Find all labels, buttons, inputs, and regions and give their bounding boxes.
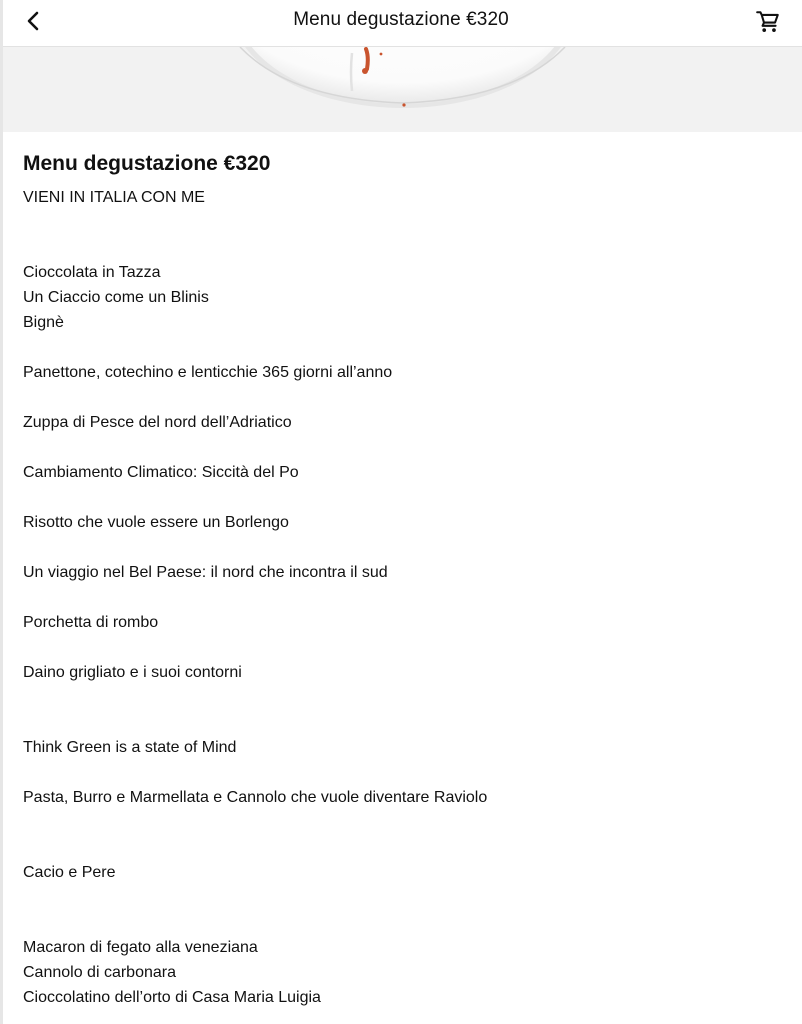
- course-item: Cacio e Pere: [23, 864, 116, 881]
- course-item: Pasta, Burro e Marmellata e Cannolo che vuole diventare Raviolo: [23, 789, 488, 806]
- spacer: [23, 635, 783, 660]
- course-item: Daino grigliato e i suoi contorni: [23, 664, 242, 681]
- spacer: [23, 710, 783, 735]
- plate-illustration: [0, 47, 802, 132]
- spacer: [23, 535, 783, 560]
- course-item: Zuppa di Pesce del nord dell’Adriatico: [23, 414, 292, 431]
- course-item: Cioccolatino dell’orto di Casa Maria Luigia: [23, 989, 321, 1006]
- course-item: Cioccolata in Tazza: [23, 264, 161, 281]
- cart-button[interactable]: [754, 8, 782, 36]
- course-item: Porchetta di rombo: [23, 614, 159, 631]
- app-bar-title: Menu degustazione €320: [293, 9, 509, 30]
- spacer: [23, 685, 783, 710]
- spacer: [23, 485, 783, 510]
- course-list: [23, 260, 783, 1010]
- shopping-cart-icon: [755, 9, 781, 35]
- spacer: [23, 385, 783, 410]
- spacer: [23, 435, 783, 460]
- spacer: [23, 835, 783, 860]
- spacer: [23, 760, 783, 785]
- spacer: [23, 335, 783, 360]
- course-item: Panettone, cotechino e lenticchie 365 giorni all’anno: [23, 364, 393, 381]
- menu-title: Menu degustazione €320: [23, 152, 271, 175]
- course-item: Un viaggio nel Bel Paese: il nord che incontra il sud: [23, 564, 388, 581]
- course-item: Cannolo di carbonara: [23, 964, 176, 981]
- course-item: Bignè: [23, 314, 64, 331]
- spacer: [23, 585, 783, 610]
- spacer: [23, 910, 783, 935]
- spacer: [23, 810, 783, 835]
- course-item: Cambiamento Climatico: Siccità del Po: [23, 464, 299, 481]
- spacer: [23, 885, 783, 910]
- window-edge: [0, 0, 3, 1024]
- course-item: Risotto che vuole essere un Borlengo: [23, 514, 289, 531]
- course-item: Un Ciaccio come un Blinis: [23, 289, 209, 306]
- app-bar: [0, 0, 802, 47]
- course-item: Macaron di fegato alla veneziana: [23, 939, 258, 956]
- menu-subtitle: VIENI IN ITALIA CON ME: [23, 189, 205, 206]
- dish-hero-image: [0, 47, 802, 132]
- course-item: Think Green is a state of Mind: [23, 739, 237, 756]
- menu-details: [23, 150, 783, 1010]
